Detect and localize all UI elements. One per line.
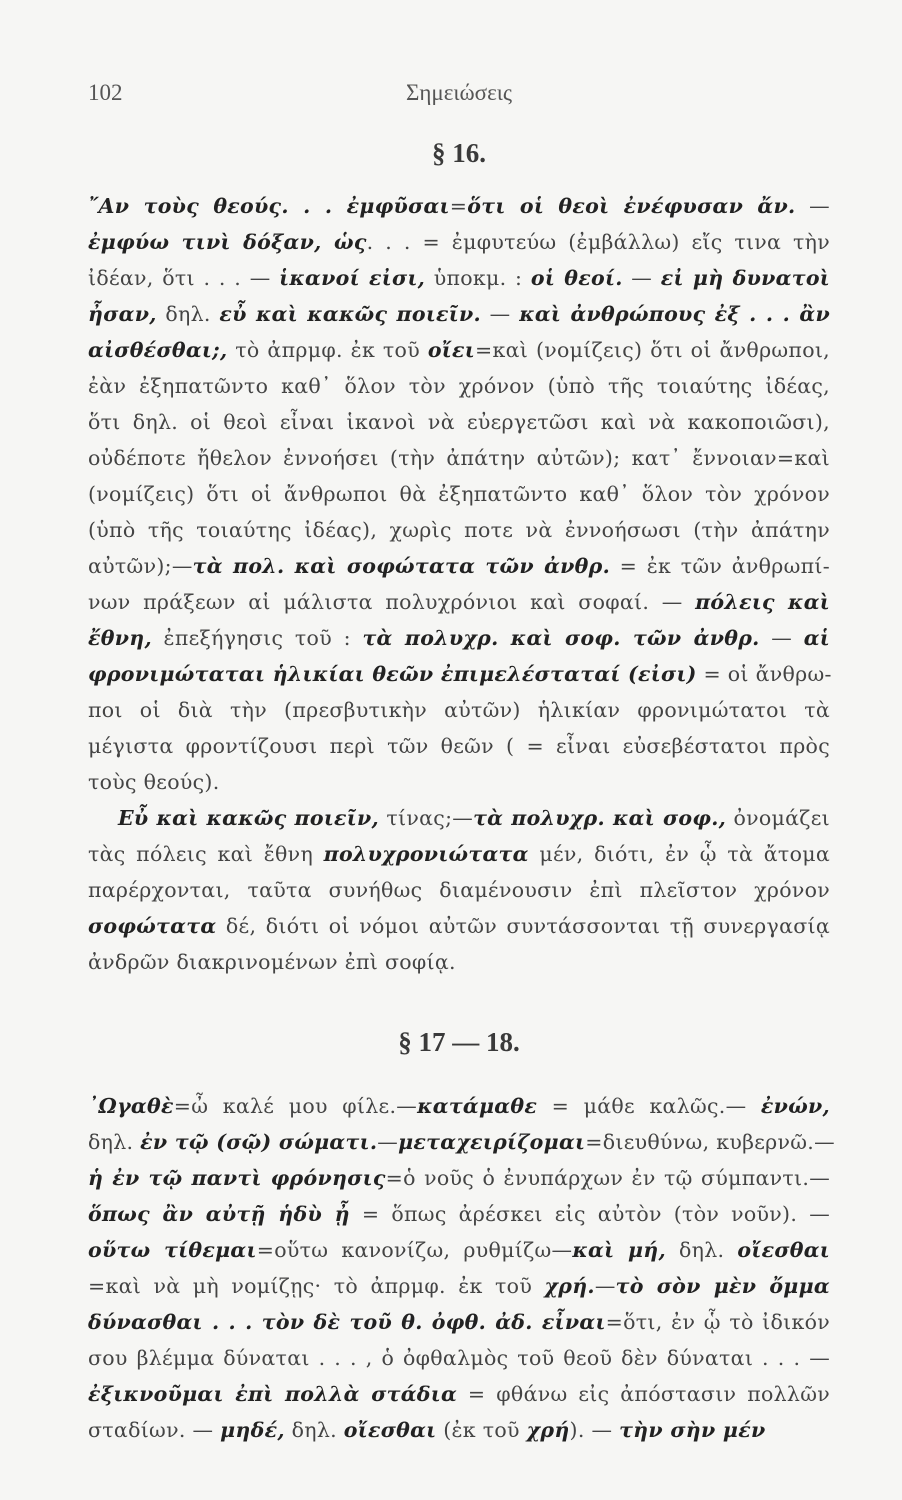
lemma-text: Εὖ καὶ κακῶς ποιεῖν, <box>118 806 379 830</box>
lemma-text: τὴν σὴν μέν <box>619 1418 766 1442</box>
lemma-text: ὅπως ἂν αὐτῇ ἡδὺ ᾖ <box>88 1202 350 1226</box>
lemma-text: ἐμφύω τινὶ δόξαν, ὡς <box>88 230 367 254</box>
text-line <box>88 944 830 980</box>
gloss-text: μέν, διότι, ἐν ᾧ τὰ ἄτομα <box>528 842 830 866</box>
gloss-text: ). — <box>569 1418 620 1442</box>
lemma-text: ἐν τῷ (σῷ) σώματι. <box>140 1130 378 1154</box>
gloss-text: δηλ. <box>88 1130 141 1154</box>
gloss-text: =ὁ νοῦς ὁ ἐνυπάρχων ἐν τῷ σύμπαντι.— <box>385 1166 830 1190</box>
gloss-text: — <box>594 1274 616 1298</box>
text-line <box>88 620 830 656</box>
lemma-text: τὰ πολυχρ. καὶ σοφ. τῶν ἀνθρ. <box>362 626 760 650</box>
lemma-text: ἦσαν, <box>88 302 157 326</box>
lemma-text: καὶ ἀνθρώπους ἐξ . . . ἂν <box>519 302 831 326</box>
gloss-text: νων πράξεων αἱ μάλιστα πολυχρόνιοι καὶ σοφαί. — <box>88 590 696 614</box>
text-line <box>88 476 830 512</box>
gloss-text: ἐπεξήγησις τοῦ : <box>151 626 363 650</box>
gloss-text: τοὺς θεούς). <box>88 770 220 794</box>
gloss-text: (ἐκ τοῦ <box>436 1418 527 1442</box>
gloss-text: σου βλέμμα δύναται . . . , ὁ ὀφθαλμὸς τοῦ θεοῦ δὲν δύναται . . . — <box>88 1346 830 1370</box>
text-line <box>88 692 830 728</box>
gloss-text: ὑποκμ. : <box>425 266 531 290</box>
lemma-text: οὕτω τίθεμαι <box>88 1238 257 1262</box>
lemma-text: φρονιμώταται ἡλικίαι θεῶν ἐπιμελέσταταί (εἰσι) <box>88 662 697 686</box>
page-number: 102 <box>88 80 123 105</box>
lemma-text: τὰ πολυχρ. καὶ σοφ., <box>473 806 727 830</box>
lemma-text: ἱκανοί εἰσι, <box>279 266 426 290</box>
lemma-text: οἱ θεοί. <box>530 266 623 290</box>
lemma-text: αἱ <box>803 626 831 650</box>
lemma-text: οἴει <box>427 338 476 362</box>
gloss-text: = <box>449 194 468 218</box>
text-line <box>88 584 830 620</box>
text-line <box>88 1268 830 1304</box>
text-line <box>88 728 830 764</box>
lemma-text: ᾽Ωγαθὲ <box>88 1094 174 1118</box>
gloss-text: — <box>481 302 520 326</box>
text-line <box>88 656 830 692</box>
gloss-text: =οὕτω κανονίζω, ρυθμίζω— <box>256 1238 573 1262</box>
lemma-text: ἔθνη, <box>88 626 152 650</box>
lemma-text: εὖ καὶ κακῶς ποιεῖν. <box>219 302 481 326</box>
gloss-text: μέγιστα φροντίζουσι περὶ τῶν θεῶν ( = εἶναι εὐσεβέστατοι πρὸς <box>88 734 830 758</box>
lemma-text: μηδέ, <box>220 1418 285 1442</box>
text-line <box>88 1124 835 1160</box>
lemma-text: εἰ μὴ δυνατοὶ <box>660 266 831 290</box>
text-line <box>88 872 830 908</box>
gloss-text: δηλ. <box>156 302 220 326</box>
lemma-text: πολυχρονιώτατα <box>323 842 529 866</box>
gloss-text: =καὶ νὰ μὴ νομίζῃς· τὸ ἀπρμφ. ἐκ τοῦ <box>88 1274 545 1298</box>
lemma-text: χρή <box>526 1418 570 1442</box>
text-line <box>88 1160 830 1196</box>
gloss-text: τίνας;— <box>378 806 474 830</box>
gloss-text: — <box>759 626 804 650</box>
lemma-text: ἐξικνοῦμαι ἐπὶ πολλὰ στάδια <box>88 1382 458 1406</box>
running-title: Σημειώσεις <box>405 80 513 105</box>
lemma-text: κατάμαθε <box>417 1094 538 1118</box>
gloss-text: ἐὰν ἐξηπατῶντο καθ᾽ ὅλον τὸν χρόνον (ὑπὸ τῆς τοιαύτης ἰδέας, <box>88 374 830 398</box>
text-line <box>88 332 830 368</box>
lemma-text: χρή. <box>544 1274 595 1298</box>
text-line <box>88 1088 830 1124</box>
text-line <box>88 368 830 404</box>
gloss-text: τὸ ἀπρμφ. ἐκ τοῦ <box>227 338 428 362</box>
gloss-text: ποι οἱ διὰ τὴν (πρεσβυτικὴν αὐτῶν) ἡλικίαν φρονιμώτατοι τὰ <box>88 698 830 722</box>
gloss-text: =ὦ καλέ μου φίλε.— <box>173 1094 418 1118</box>
gloss-text: = φθάνω εἰς ἀπόστασιν πολλῶν <box>457 1382 830 1406</box>
gloss-text: — <box>795 194 830 218</box>
text-line <box>88 1376 830 1412</box>
gloss-text: δηλ. <box>665 1238 738 1262</box>
text-line <box>88 1232 830 1268</box>
lemma-text: τὰ πολ. καὶ σοφώτατα τῶν ἀνθρ. <box>192 554 611 578</box>
gloss-text: = ὅπως ἀρέσκει εἰς αὐτὸν (τὸν νοῦν). — <box>349 1202 830 1226</box>
text-line <box>88 440 830 476</box>
text-line <box>88 764 830 800</box>
section-heading-16: § 16. <box>432 138 486 168</box>
section-17-18-body <box>88 1088 835 1448</box>
gloss-text: = μάθε καλῶς.— <box>537 1094 761 1118</box>
gloss-text: (νομίζεις) ὅτι οἱ ἄνθρωποι θὰ ἐξηπατῶντο καθ᾽ ὅλον τὸν χρόνον <box>88 482 830 506</box>
paragraph <box>88 800 830 980</box>
gloss-text: — <box>622 266 661 290</box>
text-line <box>88 908 830 944</box>
gloss-text: παρέρχονται, ταῦτα συνήθως διαμένουσιν ἐπὶ πλεῖστον χρόνον <box>88 878 830 902</box>
text-line <box>88 404 830 440</box>
gloss-text: = ἐκ τῶν ἀνθρωπί- <box>610 554 830 578</box>
lemma-text: τὸ σὸν μὲν ὄμμα <box>615 1274 830 1298</box>
section-16-body <box>88 188 830 980</box>
text-line <box>88 512 830 548</box>
gloss-text: δηλ. <box>284 1418 344 1442</box>
text-line <box>88 260 830 296</box>
gloss-text: δέ, διότι οἱ νόμοι αὐτῶν συντάσσονται τῇ συνεργασίᾳ <box>216 914 830 938</box>
lemma-text: οἴεσθαι <box>343 1418 437 1442</box>
text-line <box>88 836 830 872</box>
gloss-text: ἰδέαν, ὅτι . . . — <box>88 266 280 290</box>
gloss-text: ὅτι δηλ. οἱ θεοὶ εἶναι ἱκανοὶ νὰ εὐεργετῶσι καὶ νὰ κακοποιῶσι), <box>88 410 830 434</box>
gloss-text: ἀνδρῶν διακρινομένων ἐπὶ σοφίᾳ. <box>88 950 456 974</box>
lemma-text: ἡ ἐν τῷ παντὶ φρόνησις <box>88 1166 386 1190</box>
gloss-text: (ὑπὸ τῆς τοιαύτης ἰδέας), χωρὶς ποτε νὰ ἐννοήσωσι (τὴν ἀπάτην <box>88 518 830 542</box>
lemma-text: καὶ μή, <box>572 1238 666 1262</box>
text-line <box>88 1340 830 1376</box>
gloss-text: . . . = ἐμφυτεύω (ἐμβάλλω) εἴς τινα τὴν <box>366 230 830 254</box>
gloss-text: αὐτῶν);— <box>88 554 193 578</box>
text-line <box>88 1412 830 1448</box>
gloss-text: = οἱ ἄνθρω- <box>696 662 832 686</box>
gloss-text: — <box>377 1130 399 1154</box>
lemma-text: δύνασθαι . . . τὸν δὲ τοῦ θ. ὀφθ. ἀδ. εἶναι <box>88 1310 606 1334</box>
paragraph <box>88 188 830 800</box>
text-line <box>88 548 830 584</box>
gloss-text: τὰς πόλεις καὶ ἔθνη <box>88 842 324 866</box>
lemma-text: αἰσθέσθαι;, <box>88 338 228 362</box>
page-header <box>88 80 830 124</box>
lemma-text: μεταχειρίζομαι <box>398 1130 586 1154</box>
lemma-text: ἐνών, <box>760 1094 830 1118</box>
gloss-text: =καὶ (νομίζεις) ὅτι οἱ ἄνθρωποι, <box>475 338 831 362</box>
lemma-text: οἴεσθαι <box>737 1238 831 1262</box>
gloss-text: σταδίων. — <box>88 1418 221 1442</box>
section-heading-17-18: § 17 — 18. <box>398 1027 520 1057</box>
text-line <box>88 296 830 332</box>
lemma-text: πόλεις καὶ <box>695 590 830 614</box>
text-line <box>88 1196 830 1232</box>
text-line <box>88 188 830 224</box>
text-line <box>88 224 830 260</box>
lemma-text: σοφώτατα <box>88 914 217 938</box>
page <box>88 80 835 1448</box>
lemma-text: ὅτι οἱ θεοὶ ἐνέφυσαν ἄν. <box>467 194 796 218</box>
gloss-text: =ὅτι, ἐν ᾧ τὸ ἰδικόν <box>605 1310 830 1334</box>
gloss-text: ὀνομάζει <box>726 806 830 830</box>
text-line <box>88 1304 830 1340</box>
lemma-text: ῎Αν τοὺς θεούς. . . ἐμφῦσαι <box>88 194 450 218</box>
text-line <box>88 800 830 836</box>
gloss-text: =διευθύνω, κυβερνῶ.— <box>585 1130 835 1154</box>
paragraph <box>88 1088 835 1448</box>
gloss-text: οὐδέποτε ἤθελον ἐννοήσει (τὴν ἀπάτην αὐτῶν); κατ᾽ ἔννοιαν=καὶ <box>88 446 830 470</box>
